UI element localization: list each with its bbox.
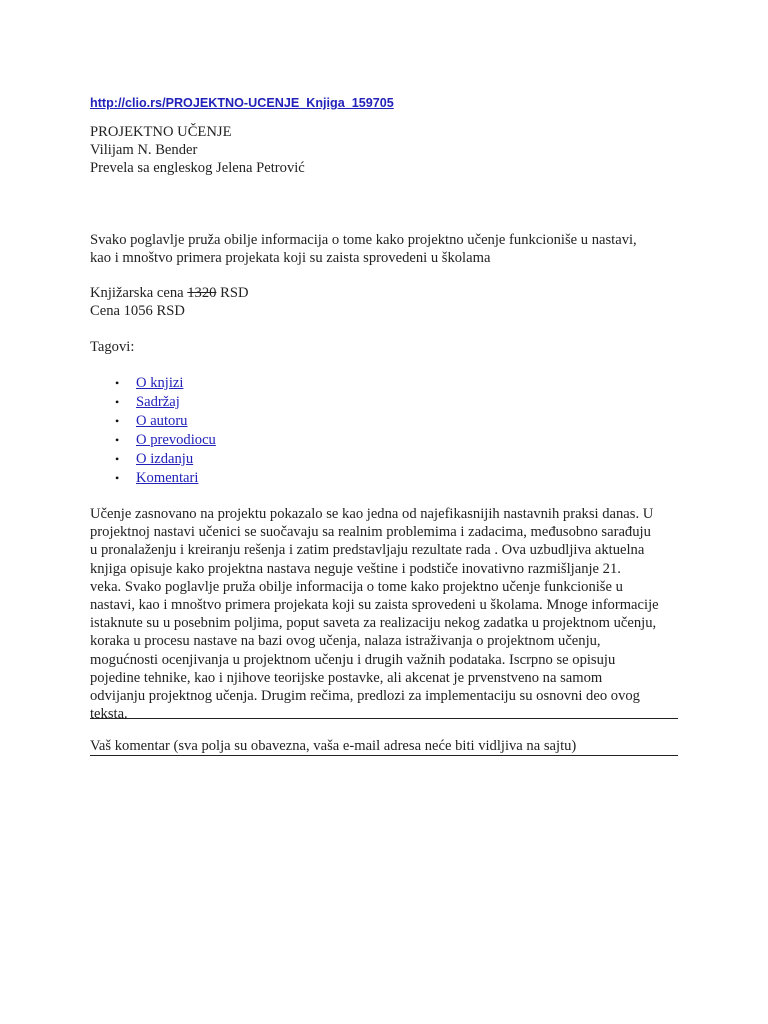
book-info	[90, 123, 305, 178]
store-price-old: 1320	[187, 285, 217, 301]
description-line: veka. Svako poglavlje pruža obilje informacija o tome kako projektno učenje funkcioniše u	[90, 578, 623, 595]
bullet-icon: •	[115, 414, 120, 428]
description-line: teksta.	[90, 706, 128, 723]
description-line: projektnoj nastavi učenici se suočavaju sa realnim problemima i zadacima, međusobno sarađuju	[90, 524, 651, 541]
store-price-label: Knjižarska cena	[90, 285, 184, 301]
description-line: mogućnosti ocenjivanja u projektnom učenju i drugih važnih podataka. Iscrpno se opisuju	[90, 651, 616, 668]
description-line: nastavi, kao i mnoštvo primera projekata koji su zaista sprovedeni u školama. Mnoge informacije	[90, 597, 659, 614]
description-line: knjiga opisuje kako projektna nastava neguje veštine i podstiče inovativno razmišljanje 21.	[90, 560, 621, 577]
tag-link-komentari[interactable]: Komentari	[136, 470, 199, 486]
sale-price: Cena 1056 RSD	[90, 303, 185, 320]
tag-item-sadrzaj	[90, 393, 216, 412]
tag-link-o-izdanju[interactable]: O izdanju	[136, 451, 194, 467]
description-line: pojedine tehnike, kao i njihove teorijske postavke, ali akcenat je prvenstveno na samom	[90, 669, 603, 686]
source-link[interactable]: http://clio.rs/PROJEKTNO-UCENJE_Knjiga_159705	[90, 96, 394, 110]
bullet-icon: •	[115, 395, 120, 409]
bullet-icon: •	[115, 471, 120, 485]
book-author: Vilijam N. Bender	[90, 142, 198, 159]
tag-link-o-prevodiocu[interactable]: O prevodiocu	[136, 432, 216, 448]
book-title: PROJEKTNO UČENJE	[90, 124, 232, 140]
tags-list	[90, 374, 216, 488]
description-line: u pronalaženju i kreiranju rešenja i zatim predstavljaju rezultate rada . Ova uzbudljiva aktuelna	[90, 542, 645, 559]
book-translator: Prevela sa engleskog Jelena Petrović	[90, 160, 305, 177]
divider	[90, 755, 678, 756]
tags-label: Tagovi:	[90, 339, 135, 355]
tag-item-o-knjizi	[90, 374, 216, 393]
bullet-icon: •	[115, 452, 120, 466]
tag-link-o-autoru[interactable]: O autoru	[136, 413, 188, 429]
description-line: odvijanju projektnog učenja. Drugim rečima, predlozi za implementaciju su osnovni deo ovog	[90, 688, 640, 705]
tag-link-sadrzaj[interactable]: Sadržaj	[136, 394, 180, 410]
description-line: istaknute su u posebnim poljima, poput saveta za realizaciju nekog zadatka u projektnom učenju,	[90, 615, 657, 632]
description-line: koraka u procesu nastave na bazi ovog učenja, nalaza istraživanja o projektnom učenju,	[90, 633, 601, 650]
description-line: Učenje zasnovano na projektu pokazalo se kao jedna od najefikasnijih nastavnih praksi danas. U	[90, 506, 654, 522]
tag-item-komentari	[90, 469, 216, 488]
summary-line: Svako poglavlje pruža obilje informacija o tome kako projektno učenje funkcioniše u nastavi,	[90, 232, 637, 248]
tag-item-o-autoru	[90, 412, 216, 431]
tag-link-o-knjizi[interactable]: O knjizi	[136, 375, 184, 391]
comment-heading: Vaš komentar (sva polja su obavezna, vaša e-mail adresa neće biti vidljiva na sajtu)	[90, 738, 577, 754]
bullet-icon: •	[115, 433, 120, 447]
book-description	[90, 505, 690, 723]
summary-line: kao i mnoštvo primera projekata koji su zaista sprovedeni u školama	[90, 250, 491, 267]
bullet-icon: •	[115, 376, 120, 390]
tag-item-o-prevodiocu	[90, 431, 216, 450]
divider	[90, 718, 678, 719]
price-block	[90, 284, 248, 320]
store-price	[90, 284, 248, 302]
store-price-currency: RSD	[220, 285, 249, 301]
book-summary	[90, 231, 690, 267]
tag-item-o-izdanju	[90, 450, 216, 469]
